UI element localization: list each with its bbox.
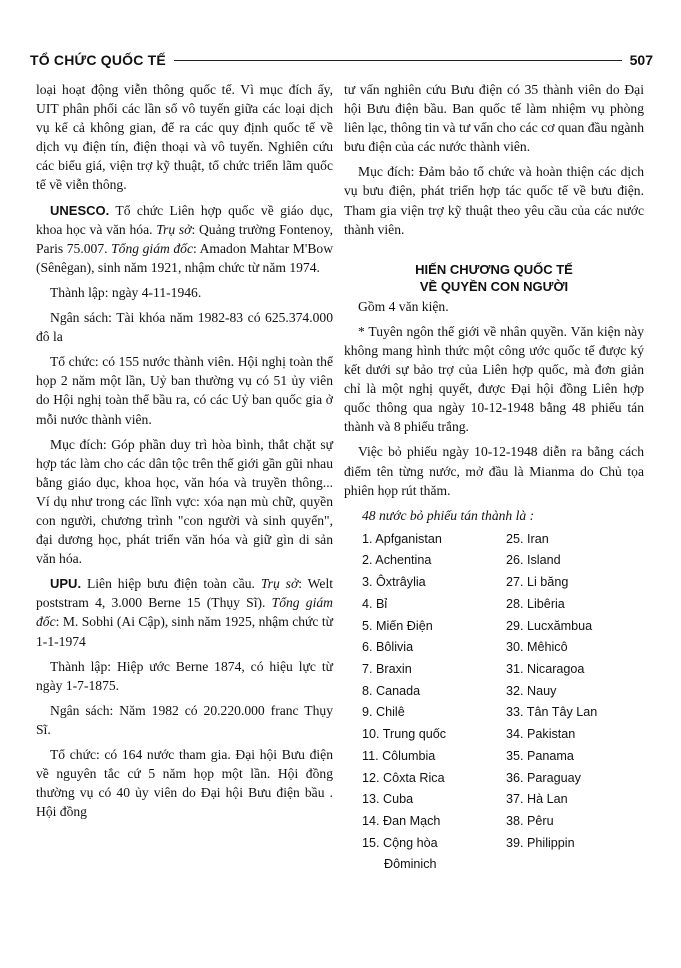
page-number: 507 [629, 52, 653, 68]
unesco-paragraph [36, 201, 333, 277]
upu-desc: Liên hiệp bưu điện toàn cầu. [81, 576, 261, 592]
country-item: 30. Mêhicô [506, 640, 568, 655]
country-item: 29. Lucxămbua [506, 618, 593, 633]
country-item: 7. Braxin [362, 662, 412, 676]
country-item: 27. Li băng [506, 575, 569, 590]
unesco-organization: Tổ chức: có 155 nước thành viên. Hội nghị toàn thể họp 2 năm một lần, Uỷ ban thường vụ có 51 ủy viên do Hội nghị toàn thể bầu ra, có các Uỷ ban quốc gia ở mỗi nước thành viên. [36, 354, 333, 427]
country-item: 35. Panama [506, 748, 574, 763]
unesco-dg: : Amadon Mahtar M'Bow (Sênêgan), sinh năm 1921, nhậm chức từ năm 1974. [36, 240, 334, 275]
country-item: 3. Ôxtrâylia [362, 575, 426, 590]
country-item: 25. Iran [506, 531, 549, 546]
country-item: 34. Pakistan [506, 727, 576, 742]
voting-paragraph: Việc bỏ phiếu ngày 10-12-1948 diễn ra bằng cách điểm tên từng nước, mở đầu là Mianma do Chủ tọa phiên họp rút thăm. [344, 444, 644, 498]
country-list-title: 48 nước bỏ phiếu tán thành là : [362, 507, 535, 523]
country-item: 8. Canada [362, 683, 421, 698]
country-item: 26. Island [506, 553, 561, 568]
unesco-hq-label: Trụ sở [156, 221, 192, 237]
unesco-desc: Tổ chức Liên hợp quốc về giáo dục, khoa học và văn hóa. [36, 202, 333, 237]
country-item-continuation: Đôminich [384, 857, 437, 872]
left-column [36, 80, 333, 827]
section-heading-line-2: VỀ QUYỀN CON NGƯỜI [419, 278, 569, 294]
section-heading [344, 261, 644, 295]
right-column [344, 80, 644, 876]
country-item: 32. Nauy [506, 683, 557, 698]
country-item: 12. Côxta Rica [362, 770, 445, 785]
upu-organization: Tổ chức: có 164 nước tham gia. Đại hội Bưu điện về nguyên tắc cứ 5 năm họp một lần. Hội đồng thường vụ có 40 ủy viên do Đại hội Bưu điện bầu . Hội đồng [36, 747, 333, 820]
country-item: 10. Trung quốc [362, 727, 447, 742]
country-item: 31. Nicaragoa [506, 662, 585, 676]
country-item: 11. Côlumbia [362, 748, 436, 763]
running-header [30, 49, 653, 71]
unesco-name: UNESCO. [50, 202, 110, 218]
country-list [362, 529, 644, 876]
upu-hq: : Welt poststram 4, 3.000 Berne 15 (Thụy Sĩ). [36, 576, 334, 611]
upu-dg-label: Tổng giám đốc [36, 595, 333, 630]
uit-continuation-paragraph: loại hoạt động viễn thông quốc tế. Vì mục đích ấy, UIT phân phối các lần số vô tuyến giữa các loại dịch vụ kể cả không gian, để ra các quy định quốc tế về dịch vụ điện tín, điện thoại và vô tuyến. Nghiên cứu các biểu giá, viện trợ kỹ thuật, tổ chức triển lãm quốc tế về viễn thông. [36, 82, 333, 193]
country-item: 39. Philippin [506, 835, 575, 850]
header-rule [174, 60, 622, 61]
country-item: 33. Tân Tây Lan [506, 705, 598, 720]
upu-continuation-paragraph: tư vấn nghiên cứu Bưu điện có 35 thành viên do Đại hội Bưu điện bầu. Ban quốc tế làm nhiệm vụ phòng liên lạc, thông tin và tư vấn cho các cơ quan đầu ngành bưu điện của các nước thành viên. [344, 82, 644, 155]
upu-paragraph [36, 574, 333, 650]
upu-dg: : M. Sobhi (Ai Cập), sinh năm 1925, nhậm chức từ 1-1-1974 [36, 614, 333, 649]
upu-hq-label: Trụ sở [260, 576, 299, 592]
unesco-dg-label: Tổng giám đốc [111, 240, 194, 256]
country-item: 14. Đan Mạch [362, 813, 441, 828]
country-item: 1. Apfganistan [362, 531, 442, 546]
declaration-paragraph: * Tuyên ngôn thế giới về nhân quyền. Văn kiện này không mang hình thức một công ước quốc tế được ký kết dưới sự bảo trợ của Liên hợp quốc, mà đơn giản chỉ là một nghị quyết, được Đại hội đồng Liên hợp quốc thông qua ngày 10-12-1948 bằng 48 phiếu tán thành và 8 phiếu trắng. [344, 323, 644, 435]
unesco-founded: Thành lập: ngày 4-11-1946. [50, 284, 202, 300]
country-item: 6. Bôlivia [362, 640, 414, 655]
country-item: 36. Paraguay [506, 770, 581, 785]
running-title: TỔ CHỨC QUỐC TẾ [30, 52, 166, 68]
country-item: 5. Miến Điện [362, 618, 433, 633]
country-item: 9. Chilê [362, 705, 405, 720]
country-item: 38. Pêru [506, 813, 554, 828]
unesco-hq: : Quảng trường Fontenoy, Paris 75.007. [36, 221, 334, 256]
unesco-purpose: Mục đích: Góp phần duy trì hòa bình, thắt chặt sự hợp tác làm cho các dân tộc trên thế giới gần gũi nhau bằng giáo dục, khoa học, văn hóa và truyền thông... Ví dụ như trong các lĩnh vực: xóa nạn mù chữ, quyền con người, chương trình "con người và sinh quyển", đại dương học, phát triển văn hóa và giữ gìn di sản văn hóa. [36, 436, 333, 567]
upu-founded: Thành lập: Hiệp ước Berne 1874, có hiệu lực từ ngày 1-7-1875. [36, 658, 333, 693]
upu-budget: Ngân sách: Năm 1982 có 20.220.000 franc Thụy Sĩ. [36, 702, 333, 737]
upu-name: UPU. [50, 576, 82, 592]
upu-purpose: Mục đích: Đảm bảo tổ chức và hoàn thiện các dịch vụ bưu điện, phát triển hợp tác quốc tế về bưu điện. Tham gia viện trợ kỹ thuật theo yêu cầu của các nước thành viên. [344, 164, 644, 237]
country-item: 15. Cộng hòa [362, 835, 438, 850]
country-item: 4. Bỉ [362, 596, 388, 611]
intro-line: Gồm 4 văn kiện. [358, 298, 449, 314]
country-item: 28. Libêria [506, 596, 565, 611]
section-heading-line-1: HIẾN CHƯƠNG QUỐC TẾ [415, 261, 573, 277]
country-item: 2. Achentina [362, 553, 432, 568]
country-item: 37. Hà Lan [506, 792, 568, 807]
country-item: 13. Cuba [362, 792, 414, 807]
unesco-budget: Ngân sách: Tài khóa năm 1982-83 có 625.374.000 đô la [36, 310, 333, 345]
